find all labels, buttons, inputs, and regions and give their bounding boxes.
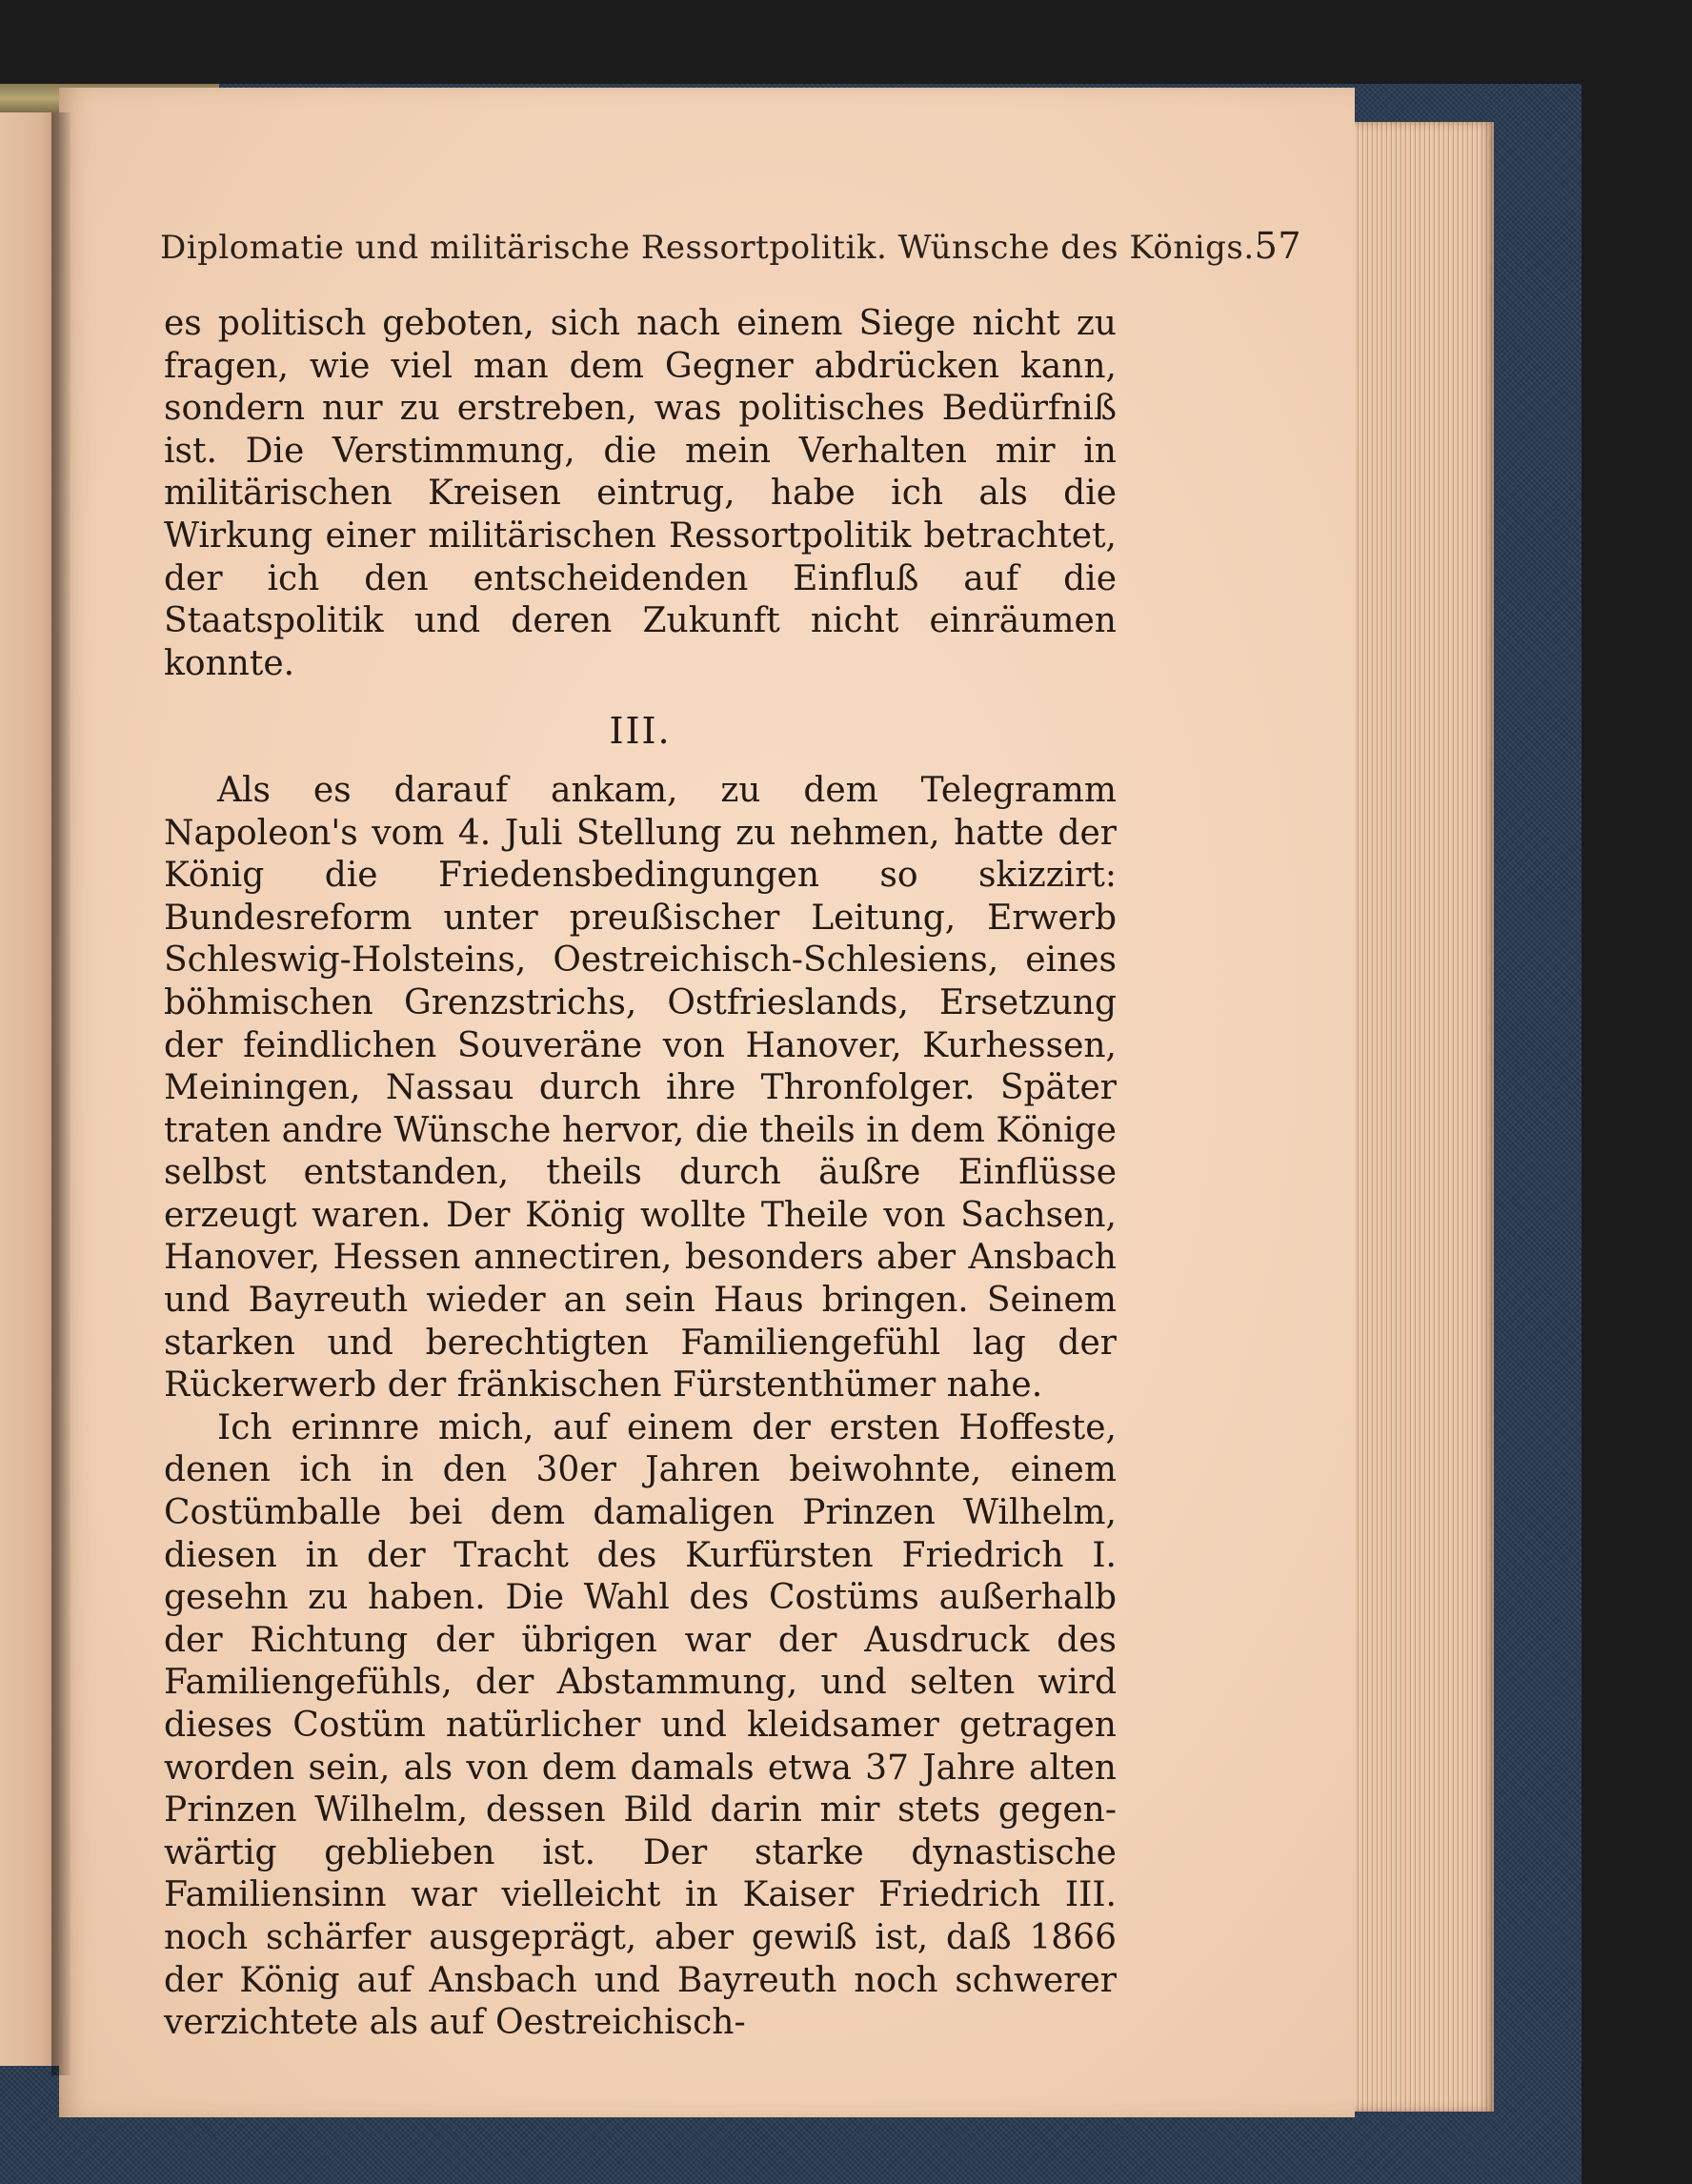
page-number: 57 — [1254, 225, 1301, 267]
paragraph: es politisch geboten, sich nach einem Siege nicht zu fragen, wie viel man dem Gegner abdrücken kann, sondern nur zu erstreben, was politisches Bedürfniß ist. Die Verstimmung, die mein Verhalten mir in militärischen Kreisen eintrug, habe ich als die Wirkung einer militärischen Ressortpolitik betrachtet, der ich den entscheidenden Einfluß auf die Staatspolitik und deren Zukunft nicht einräumen konnte. — [164, 304, 1117, 683]
paragraph: Ich erinnre mich, auf einem der ersten Hoffeste, denen ich in den 30er Jahren beiwohnte, einem Costümballe bei dem damaligen Prinzen Wilhelm, diesen in der Tracht des Kurfürsten Friedrich I. gesehn zu haben. Die Wahl des Costüms außerhalb der Richtung der übrigen war der Ausdruck des Familiengefühls, der Abstammung, und selten wird dieses Costüm natürlicher und kleidsamer getragen worden sein, als von dem damals etwa 37 Jahre alten Prinzen Wilhelm, dessen Bild darin mir stets gegenwärtig geblieben ist. Der starke dynastische Familiensinn war vielleicht in Kaiser Friedrich III. noch schärfer ausgeprägt, aber gewiß ist, daß 1866 der König auf Ansbach und Bayreuth noch schwerer verzichtete als auf Oestreichisch- — [164, 1407, 1117, 2043]
page-fore-edge — [1332, 122, 1494, 2112]
section-heading: III. — [609, 710, 672, 753]
paragraph: Als es darauf ankam, zu dem Telegramm Napoleon's vom 4. Juli Stellung zu nehmen, hatte der König die Friedensbedingungen so skizzirt: Bundesreform unter preußischer Leitung, Erwerb Schleswig-Holsteins, Oestreichisch-Schlesiens, eines böhmischen Grenzstrichs, Ostfrieslands, Ersetzung der feindlichen Souveräne von Hanover, Kurhessen, Meiningen, Nassau durch ihre Thronfolger. Später traten andre Wünsche hervor, die theils in dem Könige selbst entstanden, theils durch äußre Einflüsse erzeugt waren. Der König wollte Theile von Sachsen, Hanover, Hessen annectiren, besonders aber Ansbach und Bayreuth wieder an sein Haus bringen. Seinem starken und berechtigten Familiengefühl lag der Rückerwerb der fränkischen Fürstenthümer nahe. — [164, 770, 1117, 1405]
body-text — [164, 303, 1117, 2045]
running-title: Diplomatie und militärische Ressortpolitik. Wünsche des Königs. — [160, 229, 1255, 267]
running-header — [160, 225, 1301, 282]
page-gutter — [51, 112, 70, 2075]
